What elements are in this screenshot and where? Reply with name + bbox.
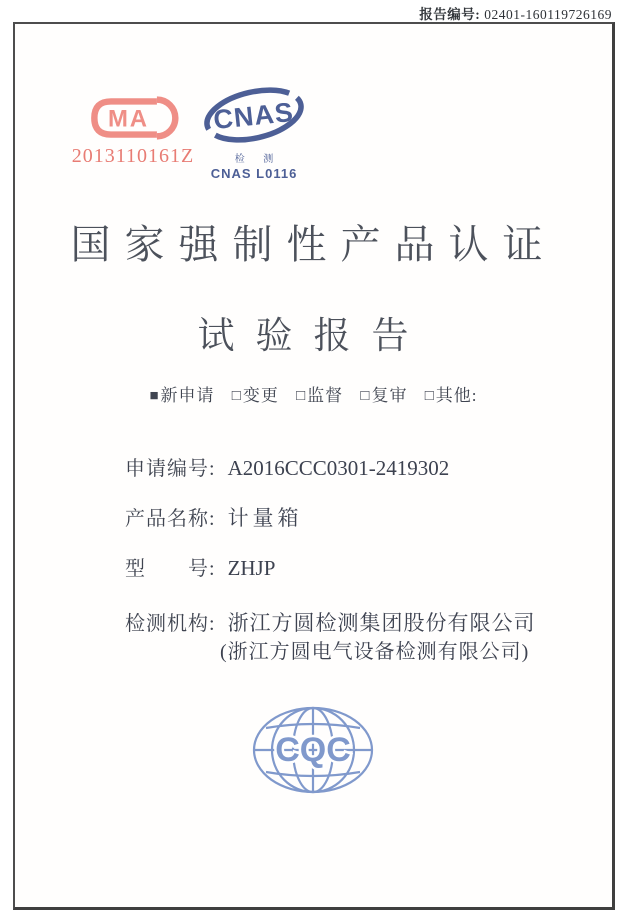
cqc-globe-icon (250, 703, 376, 797)
checkbox-label: 变更 (242, 386, 279, 405)
product-name-label: 产品名称: (125, 508, 216, 530)
report-number (419, 3, 612, 23)
checkbox-label: 监督 (307, 386, 344, 405)
checkbox-supervision (296, 386, 343, 405)
testing-organization-label: 检测机构: (125, 613, 216, 635)
testing-organization-value-2: (浙江方圆电气设备检测有限公司) (220, 641, 530, 663)
application-number-value: A2016CCC0301-2419302 (227, 456, 450, 480)
cma-mark-icon (87, 94, 179, 142)
model-row (125, 552, 275, 581)
checkbox-new-application (149, 386, 214, 405)
application-number-row (125, 452, 449, 481)
unchecked-box-icon: □ (360, 388, 371, 404)
unchecked-box-icon: □ (424, 388, 435, 404)
checkbox-other (425, 386, 478, 405)
cnas-logo (196, 84, 312, 181)
report-number-value: 02401-160119726169 (484, 7, 612, 22)
product-name-value: 计量箱 (227, 506, 303, 530)
testing-organization-row (125, 607, 536, 637)
cnas-mark-icon (198, 84, 310, 148)
testing-organization-row-2 (220, 635, 529, 664)
cqc-logo (250, 703, 376, 802)
checkbox-label: 复审 (371, 386, 408, 405)
report-number-label: 报告编号: (419, 7, 481, 22)
cnas-accreditation-number: CNAS L0116 (210, 166, 298, 181)
cqc-letters: CQC (275, 731, 351, 769)
cma-certificate-code: 2013110161Z (71, 145, 195, 167)
model-label: 型 号: (125, 558, 216, 580)
report-title: 试验报告 (197, 316, 430, 357)
checked-box-icon: ■ (149, 388, 160, 404)
checkbox-change (232, 386, 279, 405)
checkbox-label: 其他: (435, 386, 478, 405)
cnas-letters: CNAS (211, 96, 296, 136)
unchecked-box-icon: □ (296, 388, 307, 404)
certification-title: 国家强制性产品认证 (70, 222, 557, 267)
application-type-row (15, 381, 612, 406)
testing-organization-value: 浙江方圆检测集团股份有限公司 (227, 611, 536, 635)
application-number-label: 申请编号: (125, 458, 216, 480)
cma-letters: MA (107, 105, 149, 133)
unchecked-box-icon: □ (231, 388, 242, 404)
cnas-caption: 检 测 (234, 154, 282, 165)
checkbox-review (360, 386, 407, 405)
product-name-row (125, 502, 303, 532)
cma-logo (68, 94, 198, 168)
checkbox-label: 新申请 (160, 386, 215, 405)
model-value: ZHJP (227, 556, 276, 580)
page-border-frame (13, 22, 615, 910)
